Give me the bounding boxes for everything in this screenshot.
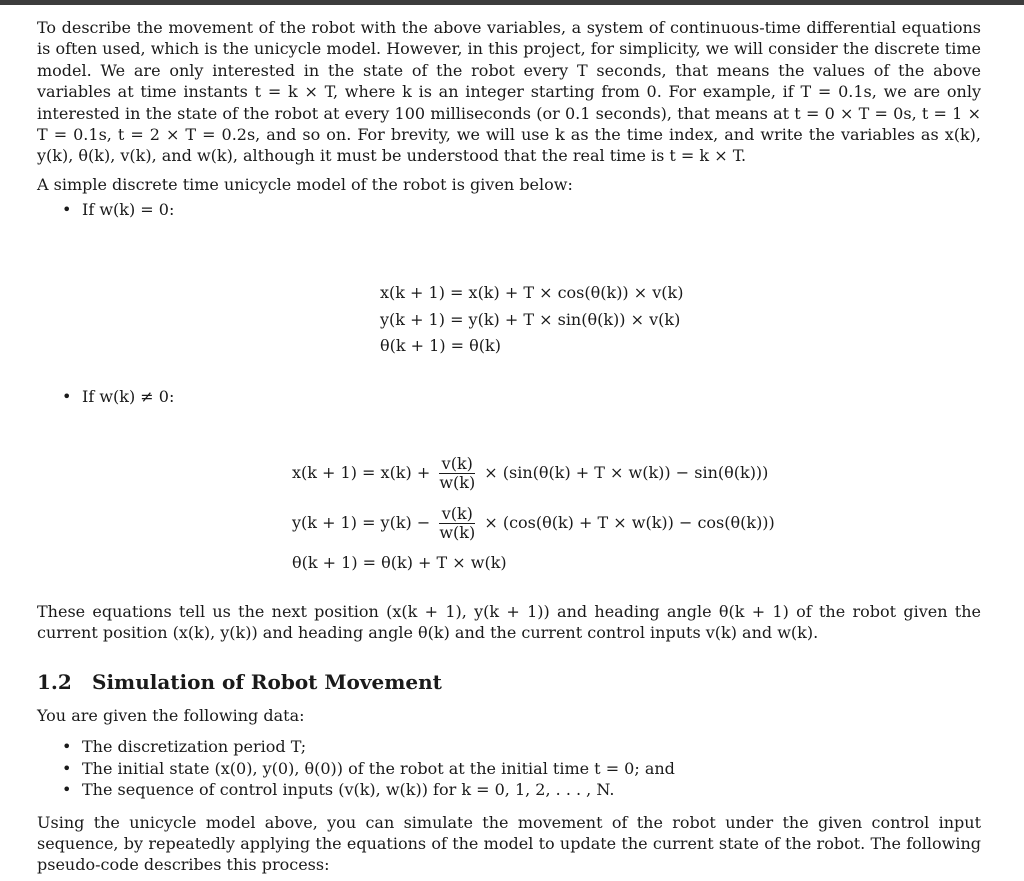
fraction: $\frac{v(k)}{w(k)}$ [439, 454, 476, 492]
case2-equations [292, 448, 775, 578]
top-border [0, 0, 1024, 5]
case1-list [37, 199, 981, 220]
list-item: • The discretization period T; [37, 736, 981, 757]
paragraph-given: You are given the following data: [37, 706, 305, 725]
equation-x-nonzero: x(k + 1) = x(k) + $\frac{v(k)}{w(k)}$ × (sin(θ(k) + T × w(k)) − sin(θ(k))) [292, 454, 769, 492]
equation-theta: θ(k + 1) = θ(k) [380, 336, 501, 355]
document-body [37, 17, 981, 221]
section-heading: 1.2 Simulation of Robot Movement [37, 670, 442, 694]
fraction: $\frac{v(k)}{w(k)}$ [439, 504, 476, 542]
explanation-block [37, 601, 981, 644]
case1-label: • If w(k) = 0: [37, 199, 981, 220]
data-list [37, 736, 981, 800]
equation-y-nonzero: y(k + 1) = y(k) − $\frac{v(k)}{w(k)}$ × (cos(θ(k) + T × w(k)) − cos(θ(k))) [292, 504, 775, 542]
paragraph-simulation: Using the unicycle model above, you can simulate the movement of the robot under the given control input sequence, by repeatedly applying the equations of the model to update the current state of the robot. The following pseudo-code describes this process: [37, 812, 981, 875]
case1-equations [380, 280, 683, 360]
case2-list [37, 386, 981, 407]
list-item: • The initial state (x(0), y(0), θ(0)) of the robot at the initial time t = 0; and [37, 758, 981, 779]
paragraph-intro: To describe the movement of the robot with the above variables, a system of continuous-time differential equations is often used, which is the unicycle model. However, in this project, for simplicity, we will consider the discrete time model. We are only interested in the state of the robot every T seconds, that means the values of the above variables at time instants t = k × T, where k is an integer starting from 0. For example, if T = 0.1s, we are only interested in the state of the robot at every 100 milliseconds (or 0.1 seconds), that means at t = 0 × T = 0s, t = 1 × T = 0.1s, t = 2 × T = 0.2s, and so on. For brevity, we will use k as the time index, and write the variables as x(k), y(k), θ(k), v(k), and w(k), although it must be understood that the real time is t = k × T. [37, 18, 981, 166]
equation-x: x(k + 1) = x(k) + T × cos(θ(k)) × v(k) [380, 283, 684, 302]
paragraph-model-intro: A simple discrete time unicycle model of the robot is given below: [37, 174, 573, 194]
case2-label: • If w(k) ≠ 0: [37, 386, 981, 407]
section-body [37, 705, 981, 876]
equation-y: y(k + 1) = y(k) + T × sin(θ(k)) × v(k) [380, 309, 681, 329]
equation-theta-nonzero: θ(k + 1) = θ(k) + T × w(k) [292, 553, 507, 572]
paragraph-explanation: These equations tell us the next position (x(k + 1), y(k + 1)) and heading angle θ(k + 1) of the robot given the current position (x(k), y(k)) and heading angle θ(k) and the current control inputs v(k) and w(k). [37, 602, 981, 643]
list-item: • The sequence of control inputs (v(k), w(k)) for k = 0, 1, 2, . . . , N. [37, 779, 981, 800]
